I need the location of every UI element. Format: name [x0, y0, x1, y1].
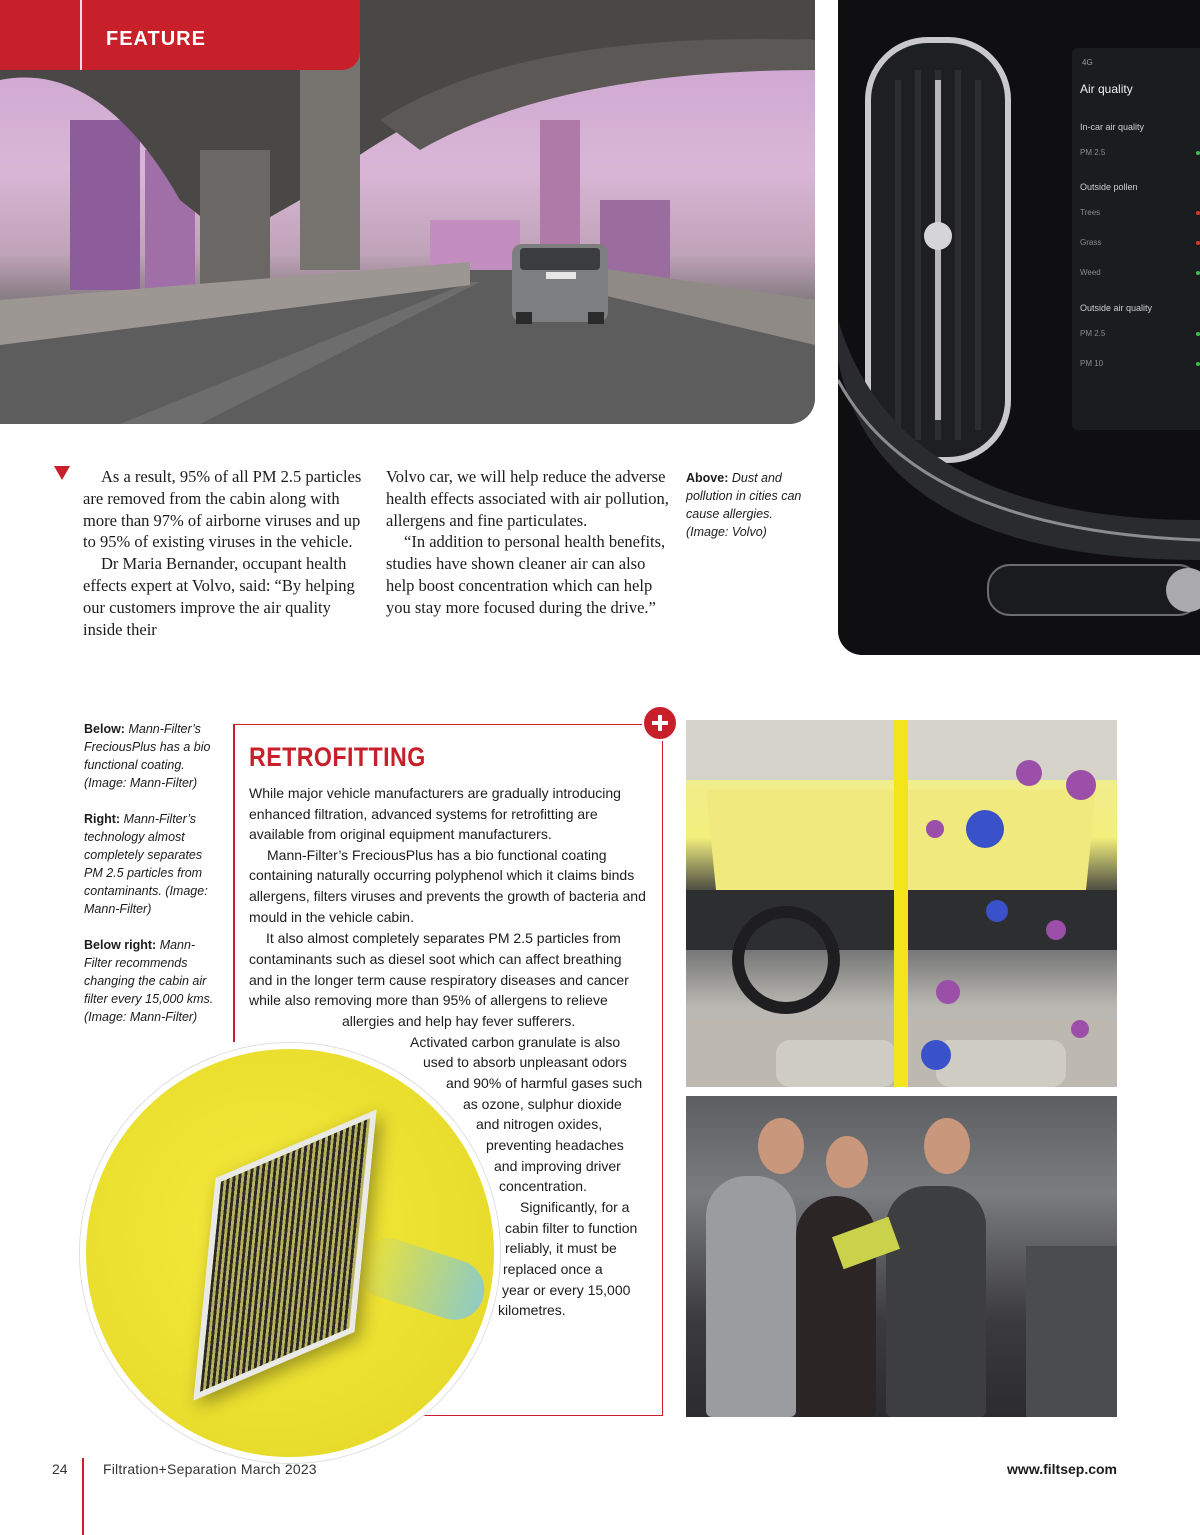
screen-status: 4G	[1082, 58, 1093, 67]
retrofitting-paragraph: Mann-Filter’s FreciousPlus has a bio functional coating containing naturally occurring polyphenol which it claims binds allergens, filters viruses and prevents the growth of bacteria and mould in the vehicle cabin.	[249, 846, 646, 925]
retrofitting-line: kilometres.	[498, 1302, 566, 1318]
retrofitting-line: Significantly, for a	[520, 1199, 630, 1215]
retrofitting-line: preventing headaches	[486, 1137, 624, 1153]
retrofitting-line: concentration.	[499, 1178, 587, 1194]
retrofitting-line: as ozone, sulphur dioxide	[463, 1096, 622, 1112]
caption-above	[686, 469, 816, 541]
plus-icon	[642, 705, 678, 741]
virus-icon	[966, 810, 1004, 848]
retrofitting-line: contaminants such as diesel soot which can affect breathing	[249, 951, 622, 967]
cabin-filter-photo	[80, 1043, 500, 1463]
retrofitting-line: year or every 15,000	[502, 1282, 631, 1298]
screen-section-pollen: Outside pollen	[1080, 182, 1138, 192]
virus-icon	[1016, 760, 1042, 786]
virus-icon	[926, 820, 944, 838]
retrofitting-title: RETROFITTING	[249, 742, 426, 772]
status-dot	[1196, 362, 1200, 366]
retrofitting-line: reliably, it must be	[505, 1240, 617, 1256]
retrofitting-line: Activated carbon granulate is also	[410, 1034, 621, 1050]
article-paragraph: “In addition to personal health benefits, studies have shown cleaner air can also help boost concentration which can help you stay more focused during the drive.”	[386, 532, 666, 617]
retrofitting-line: allergies and help hay fever sufferers.	[342, 1013, 576, 1029]
virus-icon	[1066, 770, 1096, 800]
publication-name: Filtration+Separation March 2023	[103, 1461, 317, 1477]
dashboard-photo	[838, 0, 1200, 655]
caption-text: Dust and pollution in cities can cause allergies. (Image: Volvo)	[686, 471, 802, 539]
virus-icon	[986, 900, 1008, 922]
status-dot	[1196, 151, 1200, 155]
retrofitting-paragraph: While major vehicle manufacturers are gradually introducing enhanced filtration, advanced systems for retrofitting are available from original equipment manufacturers.	[249, 785, 621, 843]
status-dot	[1196, 241, 1200, 245]
screen-section-in-car: In-car air quality	[1080, 122, 1145, 132]
screen-row-label: PM 2.5	[1080, 329, 1106, 338]
article-column-1	[83, 466, 368, 640]
screen-row	[1080, 359, 1200, 368]
retrofitting-line: while also removing more than 95% of allergens to relieve	[249, 992, 608, 1008]
caption-label: Below:	[84, 722, 125, 736]
cabin-filter-illustration	[193, 1109, 376, 1400]
air-quality-screen	[1072, 48, 1200, 430]
car-front-illustration	[1026, 1246, 1117, 1417]
screen-row-label: PM 2.5	[1080, 148, 1106, 157]
yellow-divider	[894, 720, 908, 1087]
page-number: 24	[52, 1461, 68, 1477]
article-paragraph: Dr Maria Bernander, occupant health effects expert at Volvo, said: “By helping our customers improve the air quality inside their	[83, 554, 355, 639]
virus-icon	[936, 980, 960, 1004]
screen-row	[1080, 238, 1200, 247]
retrofitting-line: It also almost completely separates PM 2.5 particles from	[266, 930, 621, 946]
article-paragraph: Volvo car, we will help reduce the adverse health effects associated with air pollution, allergens and fine particulates.	[386, 467, 669, 530]
caption-text: Mann-Filter recommends changing the cabin air filter every 15,000 kms. (Image: Mann-Filter)	[84, 938, 214, 1024]
person-illustration	[886, 1186, 986, 1417]
side-captions	[84, 720, 220, 1044]
retrofitting-line: and nitrogen oxides,	[476, 1116, 603, 1132]
retrofitting-box-left-rule	[233, 724, 235, 1042]
article-column-2	[386, 466, 676, 619]
status-dot	[1196, 332, 1200, 336]
person-head	[758, 1118, 804, 1174]
footer-rule	[82, 1458, 84, 1535]
website-url: www.filtsep.com	[1007, 1461, 1117, 1477]
retrofitting-line: replaced once a	[503, 1261, 603, 1277]
screen-row-label: Trees	[1080, 208, 1101, 217]
caption-below	[84, 720, 220, 792]
caption-label: Right:	[84, 812, 121, 826]
status-dot	[1196, 271, 1200, 275]
article-start-marker	[54, 466, 70, 480]
caption-label: Below right:	[84, 938, 157, 952]
airflow-illustration	[350, 1230, 492, 1327]
retrofitting-body	[249, 783, 654, 927]
retrofitting-line: used to absorb unpleasant odors	[423, 1054, 627, 1070]
person-head	[826, 1136, 868, 1188]
screen-row-label: Weed	[1080, 268, 1101, 277]
retrofitting-line: and improving driver	[494, 1158, 621, 1174]
retrofitting-line: and 90% of harmful gases such	[446, 1075, 643, 1091]
caption-right	[84, 810, 220, 918]
article-paragraph: As a result, 95% of all PM 2.5 particles are removed from the cabin along with more than 97% of airborne viruses and up to 95% of existing viruses in the vehicle.	[83, 467, 362, 552]
car-interior-virus-photo	[686, 720, 1117, 1087]
person-head	[924, 1118, 970, 1174]
retrofitting-line: cabin filter to function	[505, 1220, 638, 1236]
virus-icon	[1046, 920, 1066, 940]
screen-row-label: Grass	[1080, 238, 1102, 247]
screen-row	[1080, 329, 1200, 338]
caption-text: Mann-Filter’s FreciousPlus has a bio functional coating. (Image: Mann-Filter)	[84, 722, 211, 790]
section-tab	[0, 0, 360, 70]
section-tab-rule	[80, 0, 82, 70]
screen-section-outside-air: Outside air quality	[1080, 303, 1153, 313]
screen-row-label: PM 10	[1080, 359, 1104, 368]
section-label: FEATURE	[106, 28, 206, 50]
screen-row	[1080, 148, 1200, 157]
caption-label: Above:	[686, 471, 729, 485]
virus-icon	[921, 1040, 951, 1070]
screen-row	[1080, 208, 1200, 217]
screen-title: Air quality	[1080, 82, 1133, 96]
workshop-photo	[686, 1096, 1117, 1417]
person-illustration	[706, 1176, 796, 1417]
retrofitting-line: and in the longer term cause respiratory diseases and cancer	[249, 972, 629, 988]
status-dot	[1196, 211, 1200, 215]
virus-icon	[1071, 1020, 1089, 1038]
caption-text: Mann-Filter’s technology almost completely separates PM 2.5 particles from contaminants. (Image: Mann-Filter)	[84, 812, 208, 916]
caption-below-right	[84, 936, 220, 1026]
screen-row	[1080, 268, 1200, 277]
